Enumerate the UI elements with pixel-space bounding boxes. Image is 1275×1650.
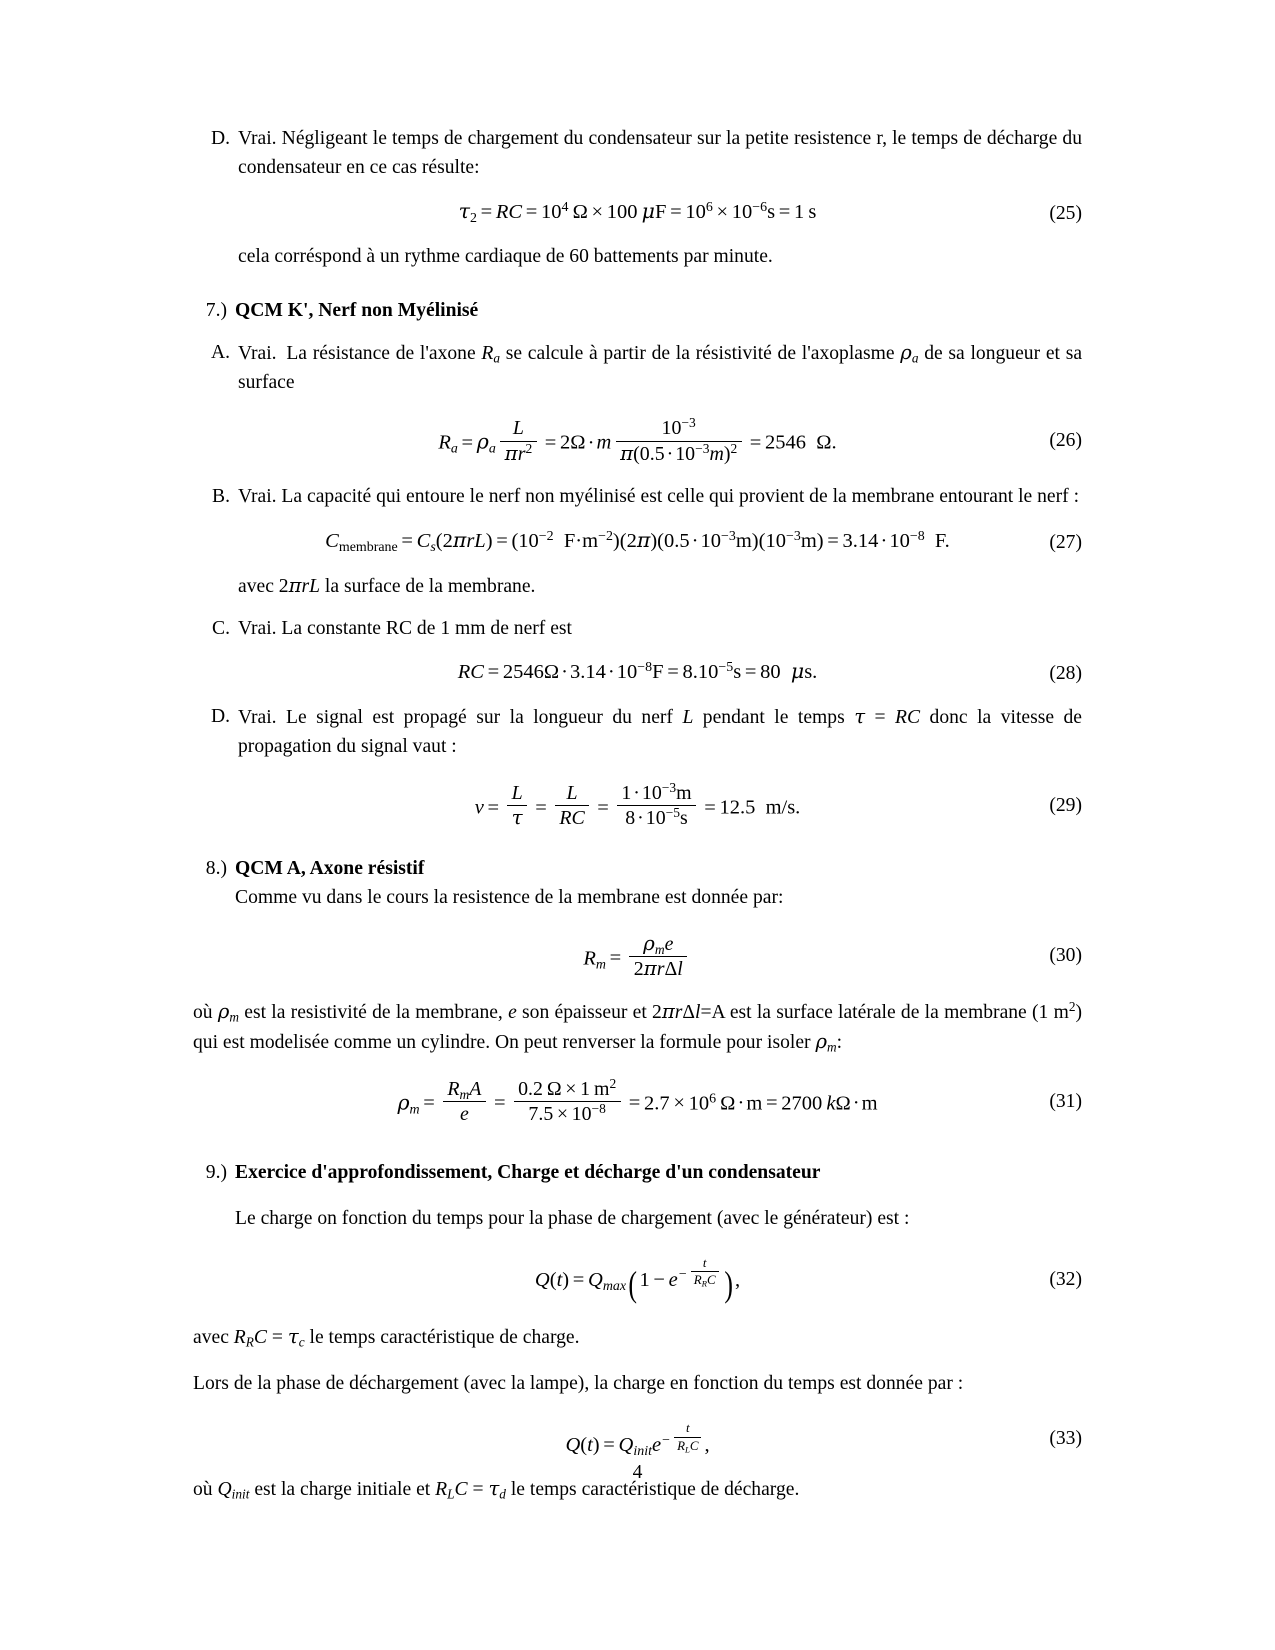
para-cardiaque: cela corréspond à un rythme cardiaque de 60 battements par minute. — [238, 245, 773, 267]
item-text: Vrai. Négligeant le temps de chargement du condensateur sur la petite resistence r, le temps de décharge du condensateur en ce cas résulte: — [238, 128, 1082, 178]
equation-28-row — [193, 659, 1082, 689]
section-number: 7.) — [205, 300, 227, 322]
page-number: 4 — [632, 1462, 643, 1483]
list-item-b-27 — [193, 483, 1082, 512]
equation-number: (31) — [1049, 1090, 1082, 1112]
equation-28: RC = $2546\Omega\cdot 3.14\cdot 10^{-8}F = 8.10^{-5}s = 80$ μs. — [457, 659, 818, 684]
equation-32: $Q(t) = Q_{max}$( $1 - e^{- \frac{t}{R_RC}}$ ) , — [534, 1254, 741, 1305]
section-9-para-1: Le charge on fonction du temps pour la phase de chargement (avec le générateur) est : — [235, 1207, 910, 1229]
equation-27: $C_{membrane} = C_s(2\pi rL) = (10^{-2}$ $F\cdot m^{-2})(2\pi)(0.5\cdot 10^{-3}m)(10^{-3}m) = 3.14\cdot 10^{-8}$ F. — [325, 527, 950, 555]
equation-27-row — [193, 528, 1082, 558]
equation-26: $R_a = \rho_a$ $\frac{L}{\pi r^2}$ = 2Ω·m $\frac{10^{-3}}{\pi(0.5\cdot 10^{-3}m)^2}$ = 2546 Ω. — [438, 415, 837, 465]
item-text: Vrai. La résistance de l'axone $R_a$ se calcule à partir de la résistivité de l'axoplasme $\rho_a$ de sa longueur et sa surface — [238, 340, 1083, 393]
equation-number: (27) — [1049, 531, 1082, 553]
equation-29-row — [193, 779, 1082, 830]
para-surface: avec 2πrL la surface de la membrane. — [238, 573, 536, 597]
item-text: Vrai. Le signal est propagé sur la longueur du nerf L pendant le temps τ = RC donc la vitesse de propagation du signal vaut : — [238, 705, 1082, 758]
equation-number: (32) — [1049, 1269, 1082, 1291]
list-item-a-26 — [193, 339, 1082, 398]
para-surface-wrap — [193, 572, 1082, 602]
equation-25: $\tau_2$ = RC = $10^4$ Ω × 100 $\mu F = 10^6 \times 10^{-6}s = 1$ s — [458, 198, 817, 226]
item-marker: A. — [210, 341, 230, 363]
equation-number: (30) — [1049, 945, 1082, 967]
equation-30: $R_m$ = $\frac{\rho_me}{\text{2πrΔl}}$ — [193, 933, 1082, 981]
section-number: 8.) — [205, 858, 227, 880]
equation-33: $Q(t) = Q_{init}e^{- \frac{t}{R_LC}}$ , — [565, 1420, 710, 1460]
section-9-para-4: où $Q_{init}$ est la charge initiale et $R_LC = \tau_d$ le temps caractéristique de décharge. — [193, 1477, 800, 1502]
section-9-heading — [193, 1159, 1082, 1187]
section-8-explanation: où $\rho_m$ est la resistivité de la membrane, e son épaisseur et 2πrΔl=A est la surface latérale de la membrane (1 $m^2$) qui est modelisée comme un cylindre. On peut renverser la formule pour isoler $\rho_m$: — [193, 999, 1083, 1055]
equation-32-row — [193, 1256, 1082, 1306]
section-9-para-1-wrap — [193, 1205, 1082, 1234]
equation-31: $\rho_m$ = $\frac{R_mA}{e}$ = $\frac{0.2 \Omega \times 1 m^2}{7.5 \times 10^{-8}}$ = $2.7 \times 10^6$ Ω·m = 2700 kΩ·m — [397, 1075, 878, 1126]
item-marker: C. — [212, 617, 230, 639]
item-marker: B. — [212, 485, 230, 507]
equation-number: (28) — [1049, 663, 1082, 685]
list-item-d-29 — [193, 703, 1082, 762]
item-marker: D. — [210, 128, 230, 149]
section-title: Exercice d'approfondissement, Charge et décharge d'un condensateur — [235, 1162, 821, 1184]
para-cardiaque-wrap — [193, 243, 1082, 272]
equation-30-row — [193, 933, 1082, 981]
section-8-intro: Comme vu dans le cours la resistence de la membrane est donnée par: — [235, 886, 784, 908]
equation-29: v = $\frac{L}{\tau}$ = $\frac{L}{RC}$ = $\frac{1\cdot 10^{-3}m}{8\cdot 10^{-5}s}$ = 12.5 m/s. — [474, 779, 801, 830]
equation-31-row — [193, 1075, 1082, 1126]
section-8-intro-wrap — [193, 884, 1082, 913]
section-9-para-2: avec $R_RC = \tau_c$ le temps caractéristique de charge. — [193, 1325, 580, 1351]
section-title: QCM A, Axone résistif — [235, 858, 425, 880]
equation-33-row — [193, 1420, 1082, 1460]
section-title: QCM K', Nerf non Myélinisé — [235, 300, 479, 322]
section-number: 9.) — [205, 1162, 227, 1184]
page-content — [193, 112, 1082, 1505]
list-item-c-28 — [193, 615, 1082, 644]
equation-number: (26) — [1049, 430, 1082, 452]
equation-26-row — [193, 417, 1082, 465]
item-marker: D. — [210, 706, 230, 728]
item-text: Vrai. La capacité qui entoure le nerf non myélinisé est celle qui provient de la membrane entourant le nerf : — [238, 485, 1080, 507]
section-8-heading — [193, 855, 1082, 883]
section-7-heading — [193, 297, 1082, 325]
section-9-para-3: Lors de la phase de déchargement (avec la lampe), la charge en fonction du temps est donnée par : — [193, 1373, 964, 1395]
item-text: Vrai. La constante RC de 1 mm de nerf est — [238, 617, 572, 639]
equation-number: (33) — [1049, 1428, 1082, 1450]
equation-number: (25) — [1049, 202, 1082, 224]
list-item-d-25 — [193, 125, 1082, 183]
equation-25-row — [193, 199, 1082, 229]
equation-number: (29) — [1049, 794, 1082, 816]
